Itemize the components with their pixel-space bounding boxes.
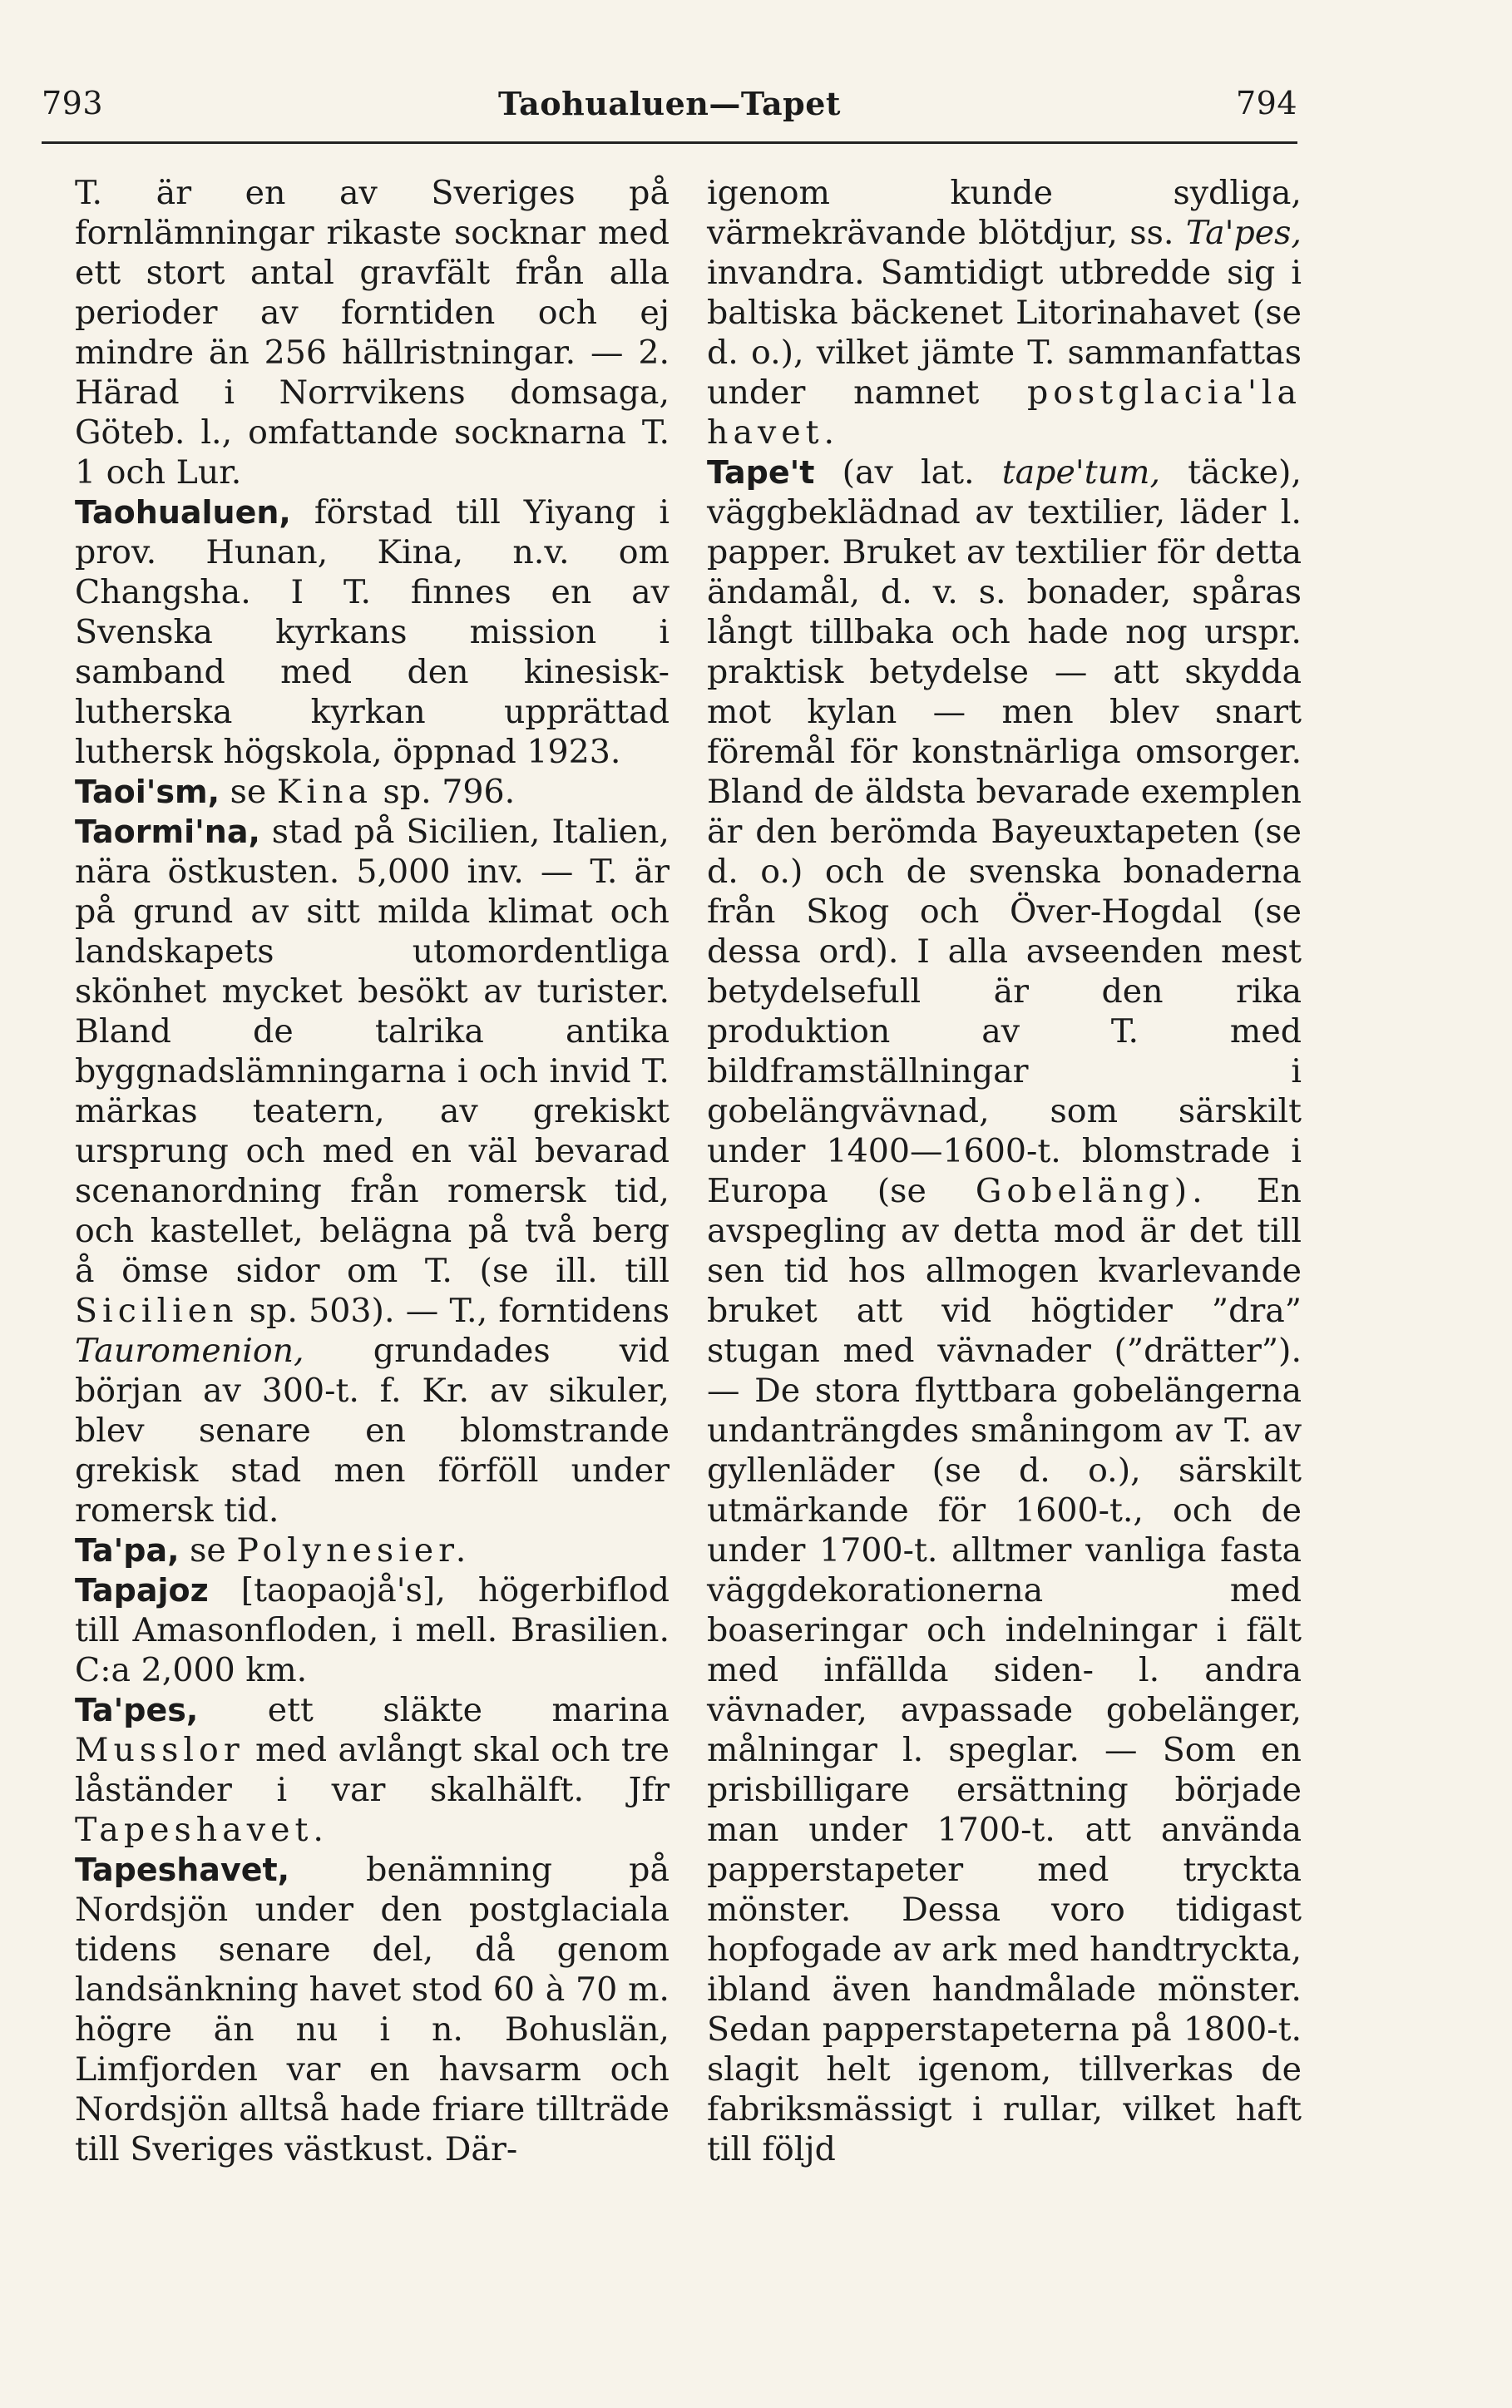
right-column — [707, 173, 1302, 2169]
entry-tapajoz — [75, 1570, 670, 1690]
headword: Taohualuen, — [75, 494, 291, 531]
italic-term: Ta'pes, — [1185, 214, 1302, 252]
entry-text: grundades vid början av 300-t. f. Kr. av sikuler, blev senare en blomstrande grekisk stad men förföll under romersk tid. — [75, 1332, 670, 1530]
cross-reference: Polynesier. — [236, 1531, 472, 1570]
entry-text: med avlångt skal och tre låständer i var skalhälft. Jfr — [75, 1731, 670, 1809]
spaced-term: postglacia'la havet. — [707, 373, 1302, 452]
page-number-right: 794 — [1235, 85, 1297, 121]
headword: Ta'pes, — [75, 1692, 199, 1728]
cross-reference: Gobeläng). — [975, 1172, 1208, 1210]
entry-text: T. är en av Sveriges på fornlämningar rikaste socknar med ett stort antal gravfält från alla perioder av forntiden och ej mindre än 256 hällristningar. — 2. Härad i Norrvikens domsaga, Göteb. l., omfattande socknarna T. 1 och Lur. — [75, 174, 670, 492]
page-number-left: 793 — [42, 85, 104, 121]
entry-text: sp. 796. — [373, 773, 516, 811]
entry-taoism — [75, 772, 670, 812]
cross-reference: Kina — [276, 773, 373, 811]
entry-taby-continuation — [75, 173, 670, 492]
entry-text: En avspegling av detta mod är det till sen tid hos allmogen kvarlevande bruket att vid högtider ”dra” stugan med vävnader (”drätter”). — De stora flyttbara gobelängerna undanträngdes småningom av T. av gyllenläder (se d. o.), särskilt utmärkande för 1600-t., och de under 1700-t. alltmer vanliga fasta väggdekorationerna med boaseringar och indelningar i fält med infällda siden- l. andra vävnader, avpassade gobelänger, målningar l. speglar. — Som en prisbilligare ersättning började man under 1700-t. att använda papperstapeter med tryckta mönster. Dessa voro tidigast hopfogade av ark med handtryckta, ibland även handmålade mönster. Sedan papperstapeterna på 1800-t. slagit helt igenom, tillverkas de fabriksmässigt i rullar, vilket haft till följd — [707, 1172, 1302, 2168]
entry-text: sp. 503). — T., forntidens — [238, 1292, 670, 1330]
see-word: se — [220, 773, 277, 811]
entry-text: täcke), väggbeklädnad av textilier, läder l. papper. Bruket av textilier för detta ändamål, d. v. s. bonader, spåras långt tillbaka och hade nog urspr. praktisk betydelse — att skydda mot kylan — men blev snart föremål för konstnärliga omsorger. Bland de äldsta bevarade exemplen är den berömda Bayeuxtapeten (se d. o.) och de svenska bonaderna från Skog och Över-Hogdal (se dessa ord). I alla avseenden mest betydelsefull är den rika produktion av T. med bildframställningar i gobelängvävnad, som särskilt under 1400—1600-t. blomstrade i Europa (se — [707, 453, 1302, 1210]
cross-reference: Sicilien — [75, 1292, 239, 1330]
entry-text: förstad till Yiyang i prov. Hunan, Kina, n.v. om Changsha. I T. finnes en av Svenska kyrkans mission i samband med den kinesisk-lutherska kyrkan upprättad luthersk högskola, öppnad 1923. — [75, 493, 670, 771]
italic-term: Tauromenion, — [75, 1332, 304, 1370]
headword: Tape't — [707, 454, 815, 491]
see-word: se — [179, 1531, 237, 1570]
entry-text: (av lat. — [814, 453, 1002, 492]
headword: Tapajoz — [75, 1572, 209, 1609]
entry-tapes — [75, 1690, 670, 1850]
headword: Ta'pa, — [75, 1532, 180, 1569]
entry-text: [taopaojå's], högerbiflod till Amasonfloden, i mell. Brasilien. C:a 2,000 km. — [75, 1571, 670, 1689]
headword: Tapeshavet, — [75, 1852, 290, 1888]
left-column — [75, 173, 670, 2169]
entry-tapet — [707, 452, 1302, 2169]
running-title: Taohualuen—Tapet — [498, 85, 841, 122]
header-rule — [42, 141, 1297, 144]
page-header — [42, 73, 1297, 140]
entry-text: stad på Sicilien, Italien, nära östkusten. 5,000 inv. — T. är på grund av sitt milda klimat och landskapets utomordentliga skönhet mycket besökt av turister. Bland de talrika antika byggnadslämningarna i och invid T. märkas teatern, av grekiskt ursprung och med en väl bevarad scenanordning från romersk tid, och kastellet, belägna på två berg å ömse sidor om T. (se ill. till — [75, 813, 670, 1290]
headword: Taormi'na, — [75, 813, 260, 850]
italic-term: tape'tum, — [1001, 453, 1161, 492]
headword: Taoi'sm, — [75, 774, 220, 810]
entry-text: ett släkte marina — [198, 1691, 670, 1729]
entry-text: invandra. Samtidigt utbredde sig i baltiska bäckenet Litorinahavet (se d. o.), vilket jämte T. sammanfattas under namnet — [707, 254, 1302, 412]
entry-text: igenom kunde sydliga, värmekrävande blötdjur, ss. — [707, 174, 1302, 252]
entry-tapeshavet-continuation — [707, 173, 1302, 452]
entry-taohualuen — [75, 492, 670, 772]
entry-tapa — [75, 1530, 670, 1570]
entry-taormina — [75, 812, 670, 1530]
cross-reference: Musslor — [75, 1731, 245, 1769]
entry-tapeshavet — [75, 1850, 670, 2169]
cross-reference: Tapeshavet. — [75, 1811, 329, 1849]
entry-text: benämning på Nordsjön under den postglaciala tidens senare del, då genom landsänkning havet stod 60 à 70 m. högre än nu i n. Bohuslän, Limfjorden var en havsarm och Nordsjön alltså hade friare tillträde till Sveriges västkust. Där- — [75, 1851, 670, 2168]
